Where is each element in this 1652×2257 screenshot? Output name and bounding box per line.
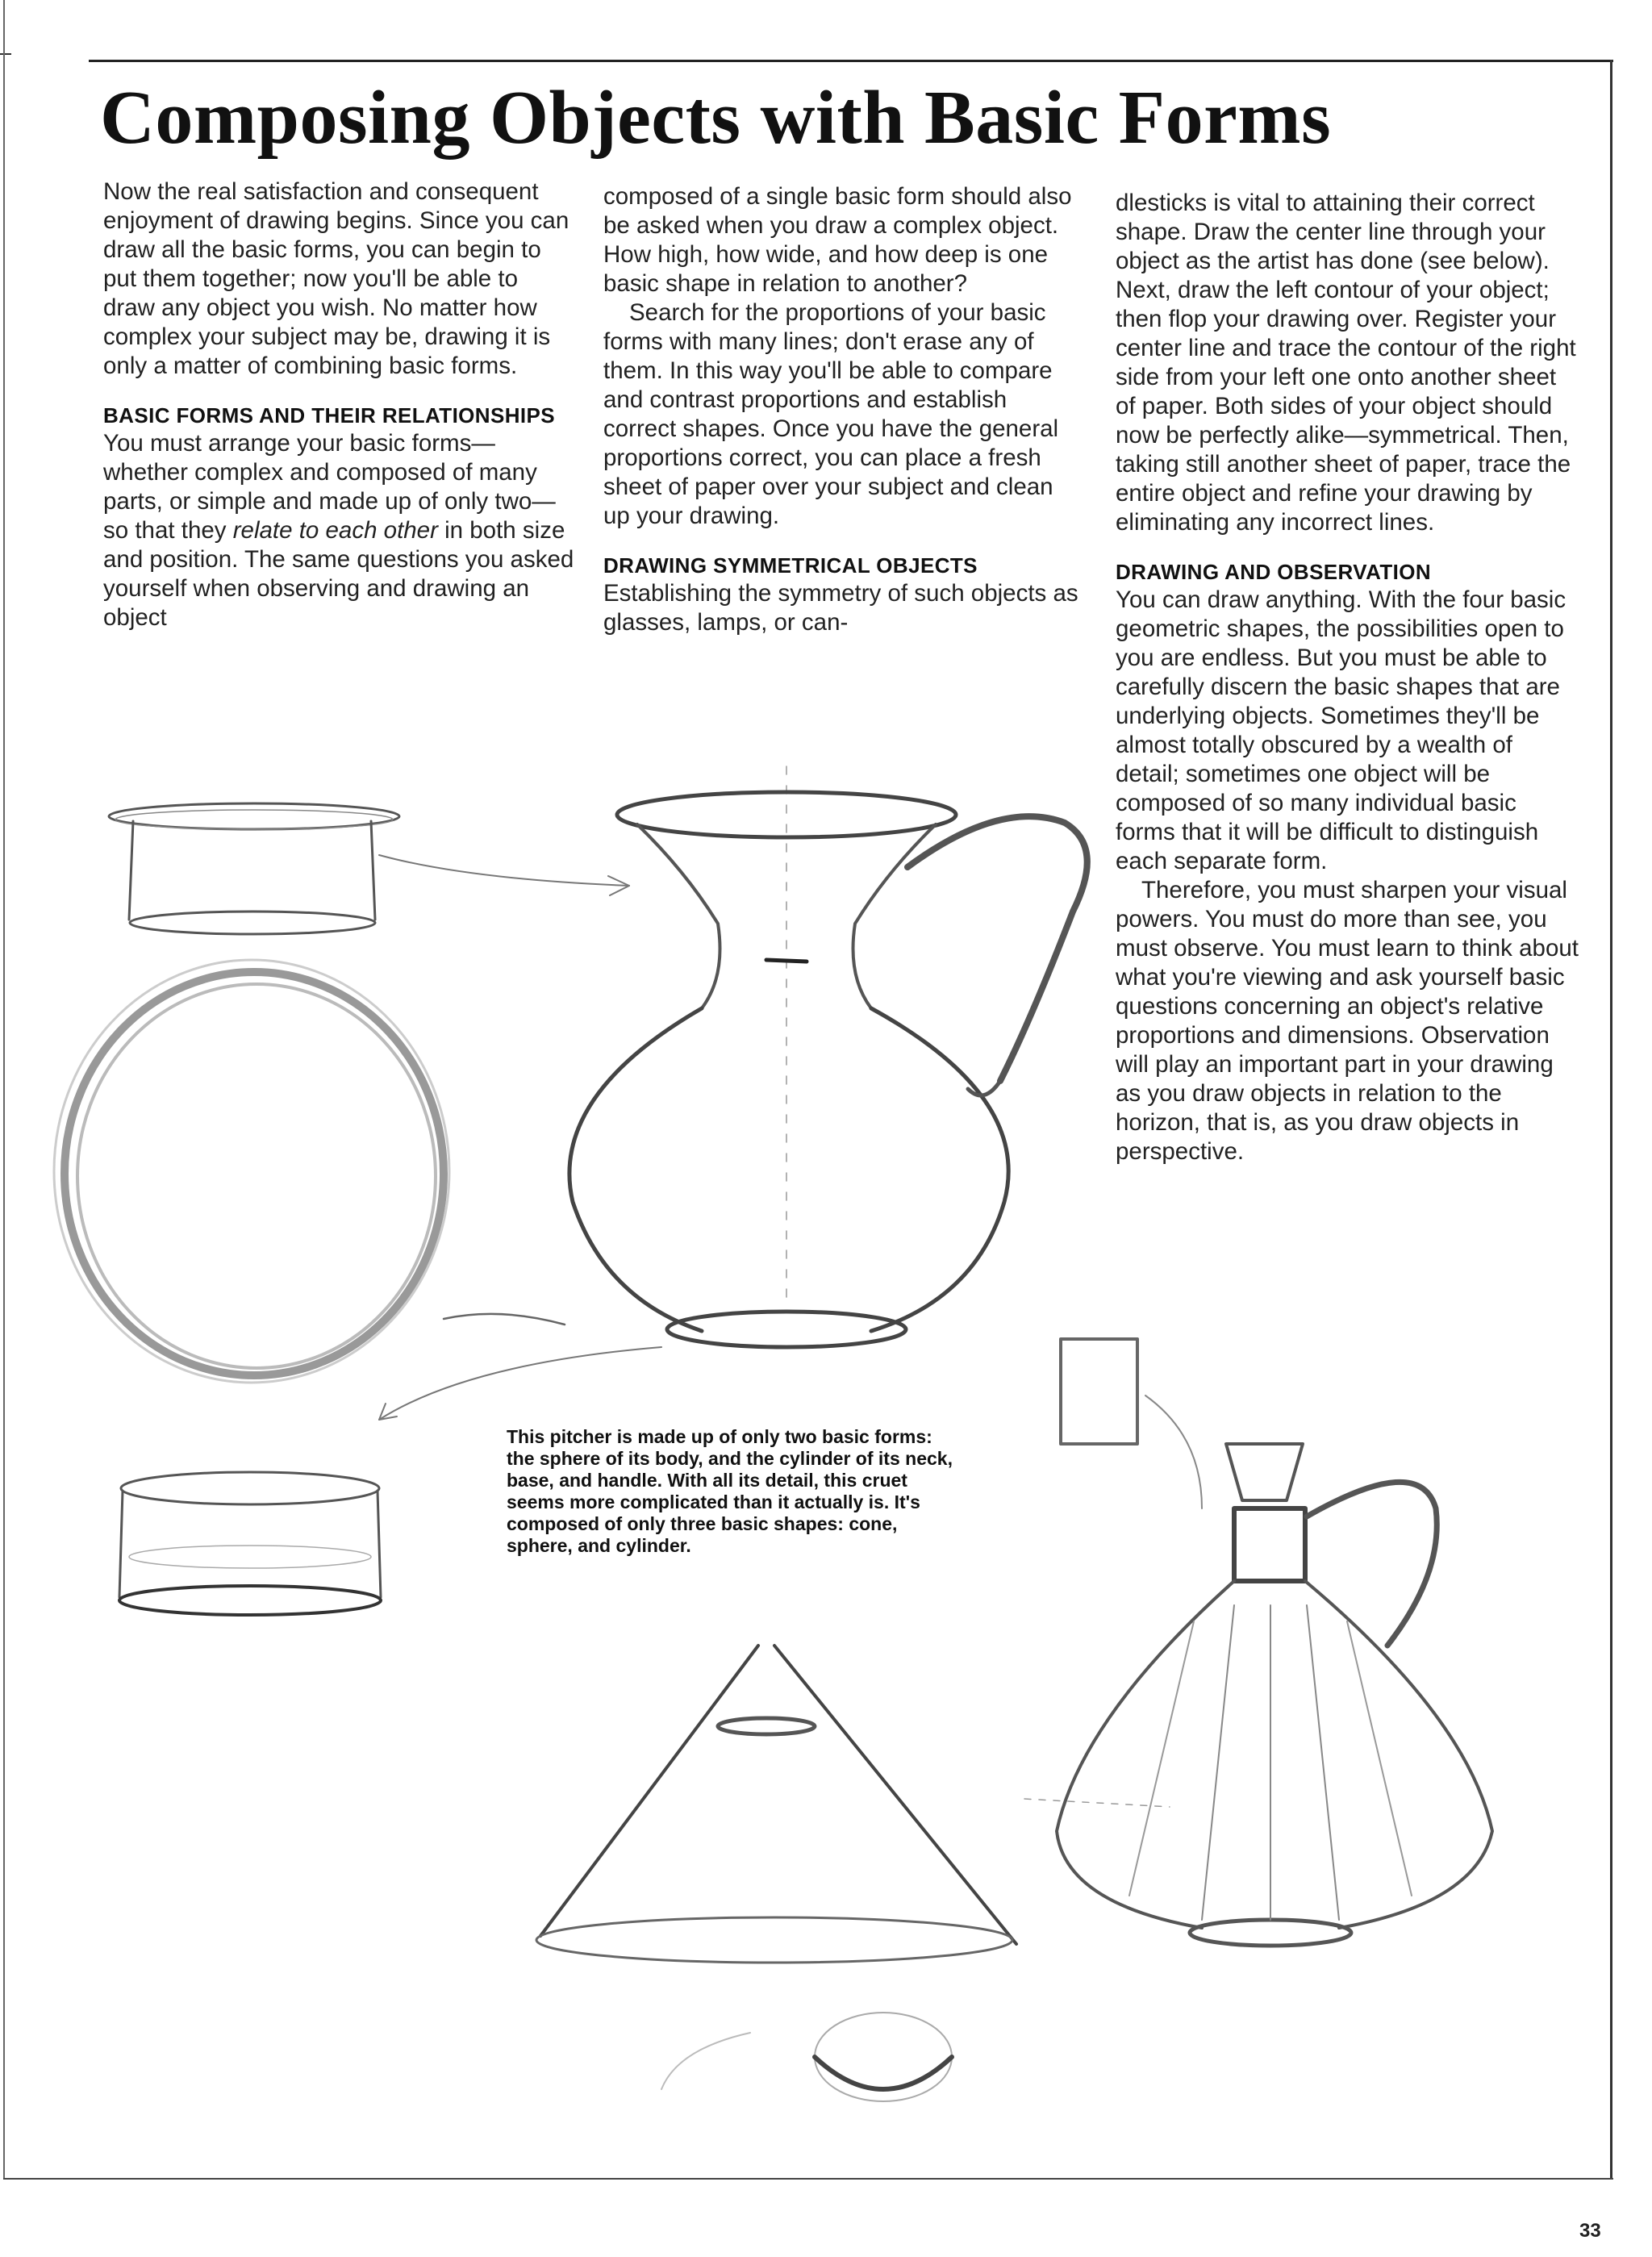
page-edge-left <box>3 0 5 2178</box>
cylinder-sketch-bottom <box>119 1472 381 1615</box>
figure-caption: This pitcher is made up of only two basic forms: the sphere of its body, and the cylinder of its neck, base, and handle. With all its detail, this cruet seems more complicated than it actually is. It's composed of only three basic shapes: cone, sphere, and cylinder. <box>507 1426 953 1556</box>
page-title: Composing Objects with Basic Forms <box>100 76 1332 160</box>
text-column-2 <box>603 182 1079 637</box>
section-heading-symmetrical: DRAWING SYMMETRICAL OBJECTS <box>603 553 978 578</box>
cruet-sketch <box>1057 1339 1492 1946</box>
section-heading-observation: DRAWING AND OBSERVATION <box>1116 560 1432 584</box>
sphere-sketch <box>54 960 449 1383</box>
small-sphere-sketch <box>661 2013 952 2101</box>
basic-forms-emphasis: relate to each other <box>232 517 438 544</box>
page-edge-right <box>1610 60 1612 2180</box>
text-column-1 <box>103 177 574 632</box>
basic-forms-text-b: in both size and position. The same questions you asked yourself when observing and drawing an object <box>103 517 574 631</box>
basic-forms-text-a: You must arrange your basic forms—whether complex and composed of many parts, or simple and made up of only two—so that they <box>103 430 556 544</box>
basic-forms-paragraph <box>103 429 574 632</box>
cylinder-sketch-top <box>109 803 629 934</box>
proportions-paragraph: Search for the proportions of your basic forms with many lines; don't erase any of them. In this way you'll be able to compare and contrast proportions and establish correct shapes. Once you have the general proportions correct, you can place a fresh sheet of paper over your subject and clean up your drawing. <box>603 299 1059 529</box>
intro-paragraph: Now the real satisfaction and consequent enjoyment of drawing begins. Since you can draw all the basic forms, you can begin to put them together; now you'll be able to draw any object you wish. No matter how complex your subject may be, drawing it is only a matter of combining basic forms. <box>103 178 569 379</box>
edge-tick <box>0 53 11 55</box>
bottom-rule <box>3 2178 1613 2180</box>
symmetry-paragraph: Establishing the symmetry of such objects as glasses, lamps, or can- <box>603 580 1078 636</box>
visual-powers-paragraph: Therefore, you must sharpen your visual powers. You must do more than see, you must observe. You must learn to think about what you're viewing and ask yourself basic questions concerning an object's relative proportions and dimensions. Observation will play an important part in your drawing as you draw objects in relation to the horizon, that is, as you draw objects in perspective. <box>1116 877 1579 1165</box>
complex-object-paragraph: composed of a single basic form should also be asked when you draw a complex object. How high, how wide, and how deep is one basic shape in relation to another? <box>603 183 1072 297</box>
top-rule <box>89 60 1613 62</box>
page-number: 33 <box>1579 2220 1601 2242</box>
observation-paragraph: You can draw anything. With the four basic geometric shapes, the possibilities open to you are endless. But you must be able to carefully discern the basic shapes that are underlying objects. Sometimes they'll be almost totally obscured by a wealth of detail; sometimes one object will be composed of so many individual basic forms that it will be difficult to distinguish each separate form. <box>1116 586 1566 874</box>
pitcher-sketch <box>569 766 1087 1347</box>
section-heading-basic-forms: BASIC FORMS AND THEIR RELATIONSHIPS <box>103 403 556 428</box>
symmetry-continued-paragraph: dlesticks is vital to attaining their correct shape. Draw the center line through your object as the artist has done (see below). Next, draw the left contour of your object; then flop your drawing over. Register your center line and trace the contour of the right side from your left one onto another sheet of paper. Both sides of your object should now be perfectly alike—symmetrical. Then, taking still another sheet of paper, trace the entire object and refine your drawing by eliminating any incorrect lines. <box>1116 190 1576 536</box>
cone-sketch <box>536 1646 1170 1963</box>
